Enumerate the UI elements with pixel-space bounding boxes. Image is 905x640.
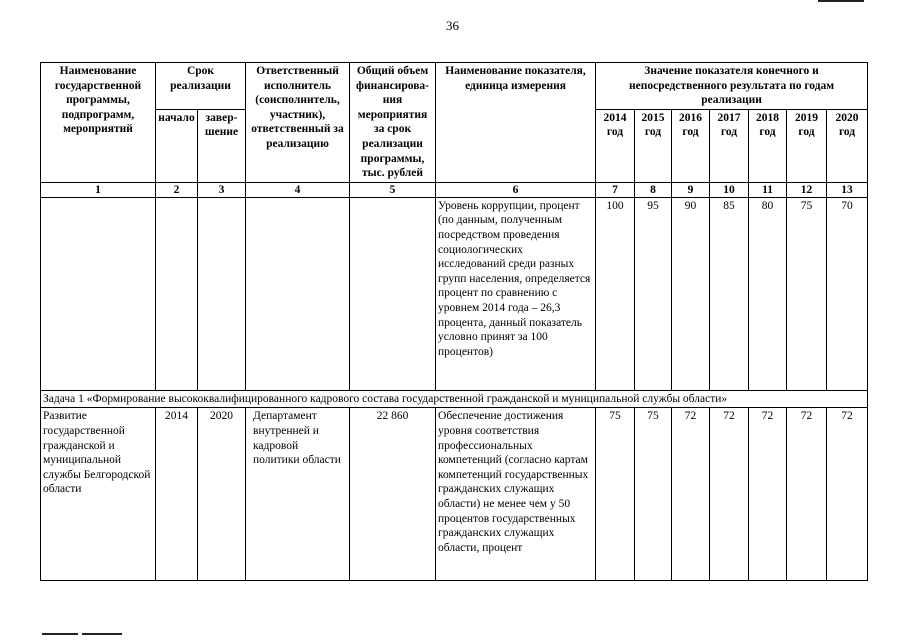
header-start: начало xyxy=(156,109,198,182)
indicator-value: 70 xyxy=(827,197,868,390)
cell-empty xyxy=(350,197,436,390)
scan-artifact xyxy=(82,633,122,635)
header-year: 2016 год xyxy=(672,109,710,182)
indicator-text: Уровень коррупции, процент (по данным, полученным посредством проведения социологических исследований среди разных групп населения, определяется процент по сравнению с уровнем 2014 года – 26,3 процента, данный показатель условно принят за 100 процентов) xyxy=(436,197,596,390)
cell-empty xyxy=(41,197,156,390)
indicator-value: 100 xyxy=(596,197,635,390)
indicator-value: 72 xyxy=(710,408,749,581)
program-name: Развитие государственной гражданской и муниципальной службы Белгородской области xyxy=(41,408,156,581)
funding-value: 22 860 xyxy=(350,408,436,581)
cell-empty xyxy=(156,197,198,390)
column-number: 2 xyxy=(156,182,198,197)
column-number: 11 xyxy=(749,182,787,197)
column-number: 4 xyxy=(246,182,350,197)
header-year: 2019 год xyxy=(787,109,827,182)
indicator-value: 95 xyxy=(635,197,672,390)
task-title: Задача 1 «Формирование высококвалифицированного кадрового состава государственной гражданской и муниципальной службы области» xyxy=(41,390,868,408)
indicator-value: 75 xyxy=(635,408,672,581)
scan-artifact xyxy=(42,633,78,635)
indicator-value: 72 xyxy=(787,408,827,581)
column-number-row xyxy=(41,182,868,197)
column-number: 12 xyxy=(787,182,827,197)
header-end: завер-шение xyxy=(198,109,246,182)
header-row-1 xyxy=(41,63,868,110)
header-year: 2015 год xyxy=(635,109,672,182)
indicator-value: 72 xyxy=(672,408,710,581)
end-year: 2020 xyxy=(198,408,246,581)
column-number: 10 xyxy=(710,182,749,197)
table-row-corruption xyxy=(41,197,868,390)
column-number: 1 xyxy=(41,182,156,197)
scan-artifact xyxy=(818,0,864,2)
header-year: 2020 год xyxy=(827,109,868,182)
header-term: Срок реализации xyxy=(156,63,246,110)
indicator-value: 72 xyxy=(827,408,868,581)
indicator-text: Обеспечение достижения уровня соответствия профессиональных компетенций (согласно картам компетенций государственных гражданских служащих области) не менее чем у 50 процентов государственных гражданских служащих области, процент xyxy=(436,408,596,581)
cell-empty xyxy=(246,197,350,390)
table-row-civil-service xyxy=(41,408,868,581)
header-years-group: Значение показателя конечного и непосредственного результата по годам реализации xyxy=(596,63,868,110)
indicator-value: 75 xyxy=(596,408,635,581)
indicator-value: 75 xyxy=(787,197,827,390)
header-funding: Общий объем финансирова-ния мероприятия за срок реализации программы, тыс. рублей xyxy=(350,63,436,183)
page-number: 36 xyxy=(446,18,459,33)
column-number: 13 xyxy=(827,182,868,197)
program-table xyxy=(40,62,868,581)
column-number: 5 xyxy=(350,182,436,197)
column-number: 8 xyxy=(635,182,672,197)
header-year: 2017 год xyxy=(710,109,749,182)
indicator-value: 85 xyxy=(710,197,749,390)
column-number: 6 xyxy=(436,182,596,197)
indicator-value: 90 xyxy=(672,197,710,390)
header-responsible: Ответственный исполнитель (соисполнитель, участник), ответственный за реализацию xyxy=(246,63,350,183)
column-number: 7 xyxy=(596,182,635,197)
task-row xyxy=(41,390,868,408)
cell-empty xyxy=(198,197,246,390)
header-year: 2018 год xyxy=(749,109,787,182)
header-indicator: Наименование показателя, единица измерения xyxy=(436,63,596,183)
indicator-value: 72 xyxy=(749,408,787,581)
column-number: 3 xyxy=(198,182,246,197)
start-year: 2014 xyxy=(156,408,198,581)
header-program-name: Наименование государственной программы, подпрограмм, мероприятий xyxy=(41,63,156,183)
column-number: 9 xyxy=(672,182,710,197)
responsible-text: Департамент внутренней и кадровой политики области xyxy=(246,408,350,581)
header-year: 2014 год xyxy=(596,109,635,182)
indicator-value: 80 xyxy=(749,197,787,390)
